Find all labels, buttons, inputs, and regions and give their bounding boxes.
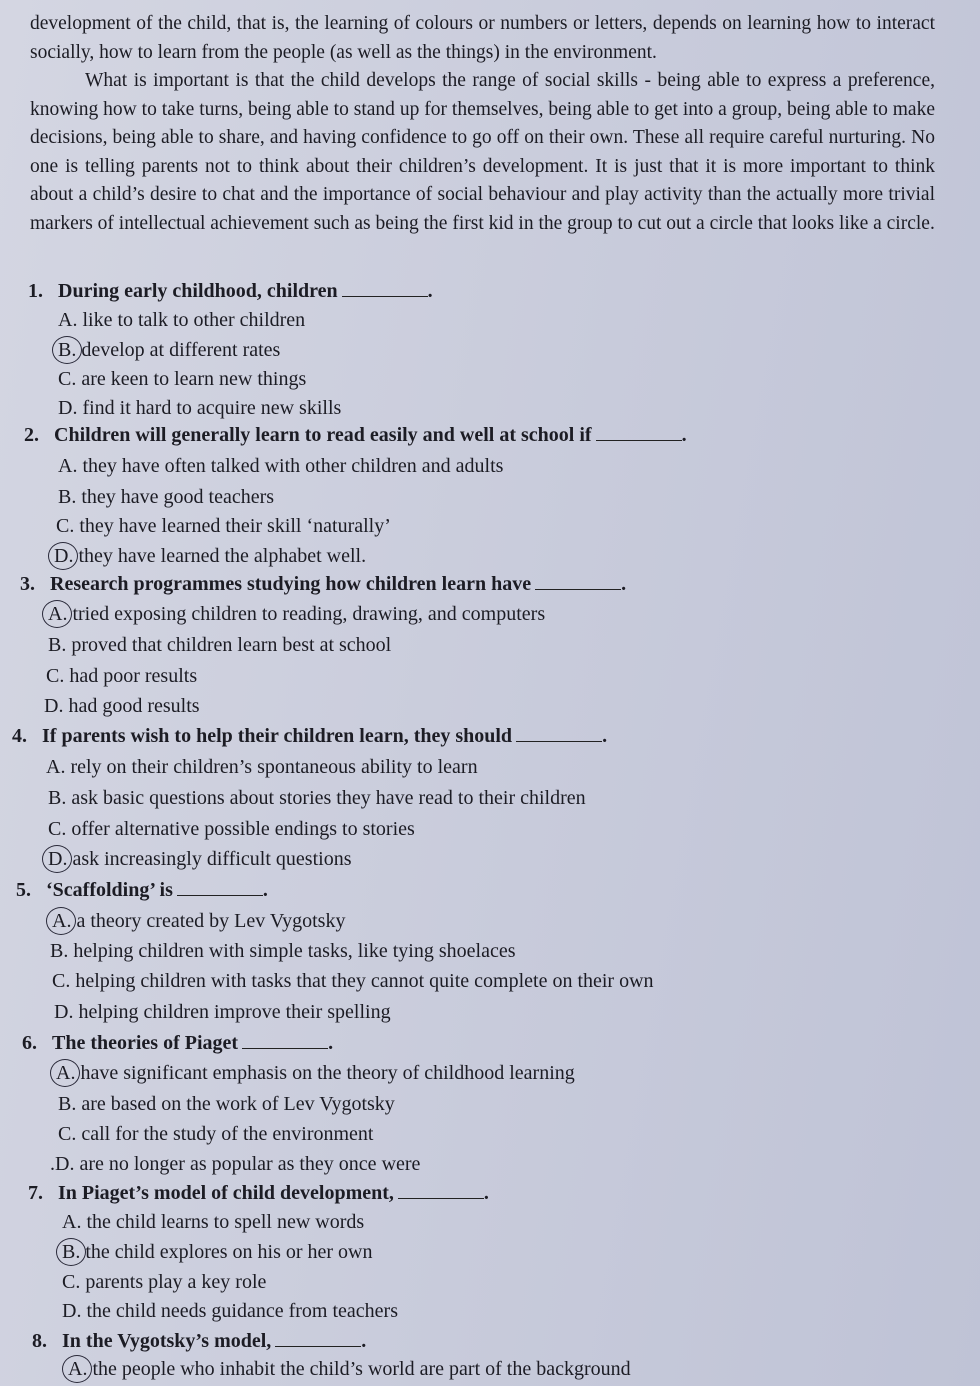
question-7 (28, 1182, 489, 1205)
question-stem: Children will generally learn to read easily and well at school if (54, 424, 592, 446)
question-end: . (483, 1182, 489, 1204)
option-text: had good results (68, 695, 200, 717)
option-text: a theory created by Lev Vygotsky (76, 910, 346, 932)
option-text: the people who inhabit the child’s world are part of the background (92, 1358, 631, 1380)
option-text: like to talk to other children (82, 309, 306, 331)
question-3-option-3 (46, 665, 197, 688)
option-text: had poor results (69, 665, 198, 687)
question-6-option-4 (50, 1153, 420, 1176)
question-2-option-2 (58, 486, 274, 509)
circled-option-letter: A. (56, 1062, 76, 1084)
option-letter: B. (48, 787, 67, 809)
option-text: have significant emphasis on the theory of childhood learning (80, 1062, 575, 1084)
option-text: are based on the work of Lev Vygotsky (81, 1093, 395, 1115)
circled-option-letter: D. (48, 848, 68, 870)
option-text: parents play a key role (85, 1271, 267, 1293)
answer-blank (535, 573, 621, 590)
question-end: . (328, 1032, 334, 1054)
question-5-option-3 (52, 970, 654, 993)
option-text: they have often talked with other children and adults (82, 455, 504, 477)
question-stem: If parents wish to help their children learn, they should (42, 725, 513, 747)
circled-option-letter: B. (62, 1241, 81, 1263)
option-text: ask increasingly difficult questions (72, 848, 352, 870)
option-text: ask basic questions about stories they have read to their children (71, 787, 586, 809)
option-text: helping children improve their spelling (78, 1001, 391, 1023)
question-8 (32, 1330, 366, 1353)
question-end: . (602, 725, 608, 747)
option-letter: D. (58, 397, 78, 419)
circled-option-letter: A. (52, 910, 72, 932)
question-5-option-2 (50, 940, 515, 963)
option-letter: C. (52, 970, 71, 992)
question-8-option-1 (68, 1358, 631, 1381)
question-1-option-2 (58, 339, 280, 362)
question-1-option-4 (58, 397, 341, 420)
question-1 (28, 280, 433, 303)
option-letter: A. (58, 455, 78, 477)
answer-blank (342, 280, 428, 297)
question-number: 6. (22, 1032, 37, 1054)
question-2-option-1 (58, 455, 503, 478)
question-4 (12, 725, 607, 748)
option-text: the child explores on his or her own (85, 1241, 373, 1263)
answer-blank (516, 725, 602, 742)
option-text: they have learned their skill ‘naturally’ (79, 515, 391, 537)
option-text: develop at different rates (81, 339, 281, 361)
option-text: offer alternative possible endings to stories (71, 818, 415, 840)
option-text: are keen to learn new things (81, 368, 307, 390)
question-end: . (427, 280, 433, 302)
question-3-option-2 (48, 634, 391, 657)
question-stem: In Piaget’s model of child development, (58, 1182, 394, 1204)
question-stem: ‘Scaffolding’ is (46, 879, 173, 901)
option-letter: .D. (50, 1153, 75, 1175)
option-letter: A. (46, 756, 66, 778)
option-letter: C. (56, 515, 75, 537)
question-5-option-4 (54, 1001, 391, 1024)
option-letter: B. (58, 1093, 77, 1115)
option-text: tried exposing children to reading, drawing, and computers (72, 603, 546, 625)
question-7-option-4 (62, 1300, 398, 1323)
question-number: 7. (28, 1182, 43, 1204)
answer-blank (596, 424, 682, 441)
passage-paragraph-2: What is important is that the child develops the range of social skills - being able to express a preference, knowing how to take turns, being able to stand up for themselves, being able to get into a group, being able to make decisions, being able to share, and having confidence to go off on their own. These all require careful nurturing. No one is telling parents not to think about their children’s development. It is just that it is more important to think about a child’s desire to chat and the importance of social behaviour and play activity than the actually more trivial markers of intellectual achievement such as being the first kid in the group to cut out a circle that looks like a circle. (30, 70, 935, 234)
option-letter: D. (54, 1001, 74, 1023)
option-letter: C. (58, 1123, 77, 1145)
answer-blank (275, 1330, 361, 1347)
option-letter: A. (58, 309, 78, 331)
question-3-option-4 (44, 695, 200, 718)
option-text: they have good teachers (81, 486, 275, 508)
option-letter: C. (62, 1271, 81, 1293)
question-1-option-3 (58, 368, 306, 391)
question-7-option-1 (62, 1211, 364, 1234)
option-letter: D. (44, 695, 64, 717)
question-end: . (621, 573, 627, 595)
option-text: find it hard to acquire new skills (82, 397, 342, 419)
question-end: . (262, 879, 268, 901)
question-number: 2. (24, 424, 39, 446)
question-number: 1. (28, 280, 43, 302)
question-4-option-4 (48, 848, 351, 871)
question-stem: Research programmes studying how children learn have (50, 573, 532, 595)
question-6 (22, 1032, 333, 1055)
option-letter: B. (50, 940, 69, 962)
question-6-option-2 (58, 1093, 395, 1116)
question-5-option-1 (52, 910, 345, 933)
question-1-option-1 (58, 309, 305, 332)
option-letter: C. (46, 665, 65, 687)
question-6-option-1 (56, 1062, 575, 1085)
circled-option-letter: A. (68, 1358, 88, 1380)
option-text: rely on their children’s spontaneous ability to learn (70, 756, 478, 778)
option-letter: B. (48, 634, 67, 656)
question-2-option-4 (54, 545, 366, 568)
question-stem: During early childhood, children (58, 280, 338, 302)
question-number: 4. (12, 725, 27, 747)
option-letter: A. (62, 1211, 82, 1233)
circled-option-letter: B. (58, 339, 77, 361)
question-number: 3. (20, 573, 35, 595)
option-letter: C. (48, 818, 67, 840)
option-text: the child learns to spell new words (86, 1211, 365, 1233)
question-number: 5. (16, 879, 31, 901)
option-text: the child needs guidance from teachers (86, 1300, 398, 1322)
question-stem: In the Vygotsky’s model, (62, 1330, 272, 1352)
answer-blank (177, 879, 263, 896)
question-2 (24, 424, 687, 447)
question-5 (16, 879, 268, 902)
question-number: 8. (32, 1330, 47, 1352)
circled-option-letter: A. (48, 603, 68, 625)
option-letter: D. (62, 1300, 82, 1322)
option-text: they have learned the alphabet well. (78, 545, 367, 567)
question-6-option-3 (58, 1123, 373, 1146)
question-end: . (681, 424, 687, 446)
question-7-option-3 (62, 1271, 266, 1294)
answer-blank (242, 1032, 328, 1049)
circled-option-letter: D. (54, 545, 74, 567)
question-4-option-3 (48, 818, 415, 841)
question-4-option-2 (48, 787, 586, 810)
option-text: call for the study of the environment (81, 1123, 374, 1145)
answer-blank (398, 1182, 484, 1199)
question-end: . (361, 1330, 367, 1352)
option-letter: C. (58, 368, 77, 390)
question-3 (20, 573, 626, 596)
option-text: helping children with simple tasks, like tying shoelaces (73, 940, 516, 962)
option-text: helping children with tasks that they cannot quite complete on their own (75, 970, 654, 992)
passage-paragraph-1: development of the child, that is, the learning of colours or numbers or letters, depends on learning how to interact socially, how to learn from the people (as well as the things) in the environment. (30, 13, 935, 63)
question-7-option-2 (62, 1241, 373, 1264)
option-letter: B. (58, 486, 77, 508)
question-stem: The theories of Piaget (52, 1032, 239, 1054)
question-2-option-3 (56, 515, 391, 538)
option-text: are no longer as popular as they once were (79, 1153, 421, 1175)
question-4-option-1 (46, 756, 478, 779)
option-text: proved that children learn best at school (71, 634, 392, 656)
question-3-option-1 (48, 603, 545, 626)
